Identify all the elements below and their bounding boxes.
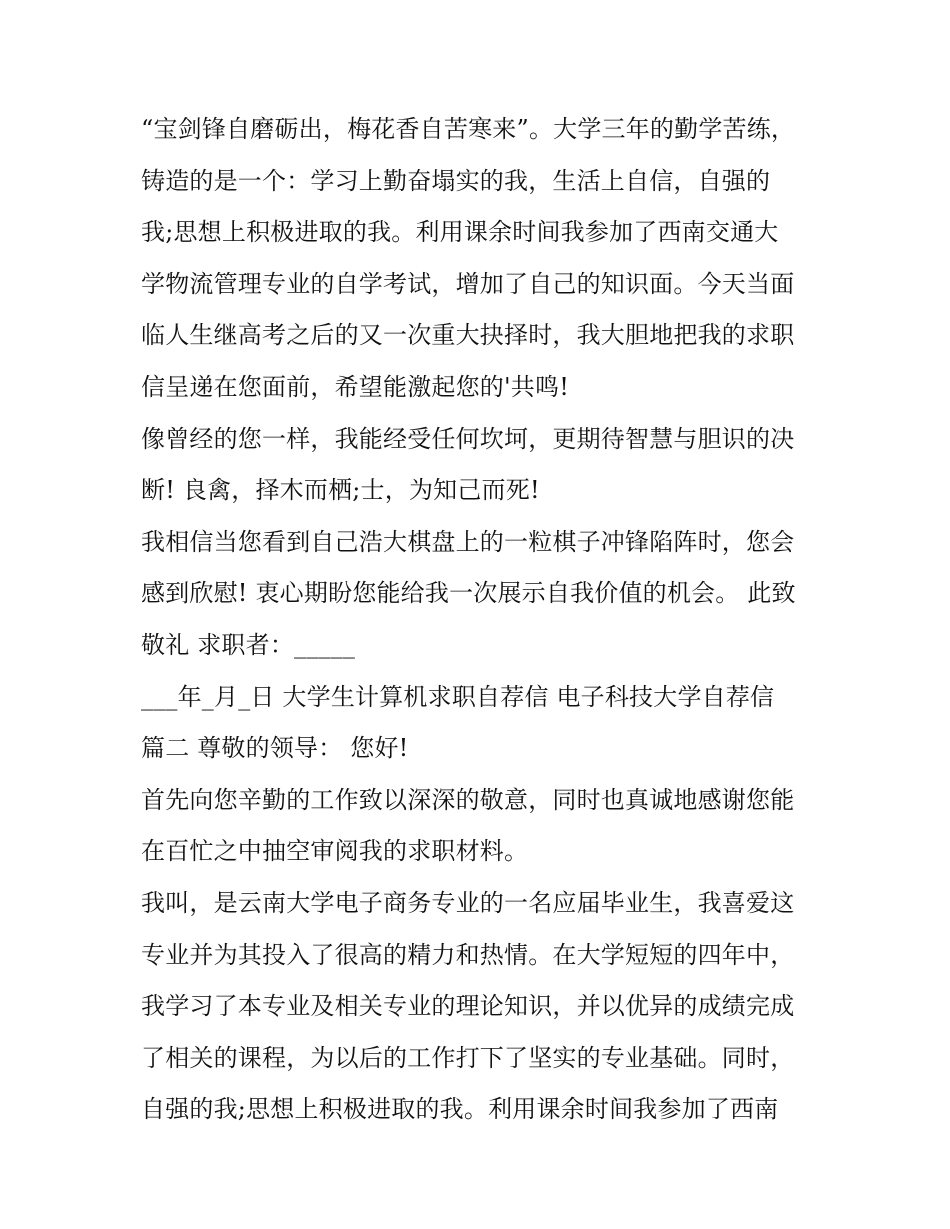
text-line: 信呈递在您面前，希望能激起您的'共鸣! bbox=[141, 372, 570, 401]
text-line: ___年_月_日 大学生计算机求职自荐信 电子科技大学自荐信 bbox=[141, 682, 775, 711]
text-line: 我叫，是云南大学电子商务专业的一名应届毕业生，我喜爱这 bbox=[141, 888, 795, 917]
text-line: 自强的我;思想上积极进取的我。利用课余时间我参加了西南 bbox=[141, 1095, 779, 1124]
text-line: 首先向您辛勤的工作致以深深的敬意，同时也真诚地感谢您能 bbox=[141, 785, 795, 814]
text-line: 断! 良禽，择木而栖;士，为知己而死! bbox=[141, 476, 540, 505]
text-line: 像曾经的您一样，我能经受任何坎坷，更期待智慧与胆识的决 bbox=[141, 424, 795, 453]
text-line: 敬礼 求职者：_____ bbox=[141, 630, 356, 659]
text-line: 在百忙之中抽空审阅我的求职材料。 bbox=[141, 837, 529, 866]
text-line: “宝剑锋自磨砺出，梅花香自苦寒来”。大学三年的勤学苦练， bbox=[141, 115, 796, 143]
text-line: 感到欣慰! 衷心期盼您能给我一次展示自我价值的机会。 此致 bbox=[141, 579, 796, 608]
text-line: 专业并为其投入了很高的精力和热情。在大学短短的四年中， bbox=[141, 940, 795, 969]
text-line: 篇二 尊敬的领导： 您好! bbox=[141, 734, 409, 763]
text-line: 学物流管理专业的自学考试，增加了自己的知识面。今天当面 bbox=[141, 269, 795, 298]
letter-body bbox=[141, 104, 831, 1136]
text-line: 铸造的是一个：学习上勤奋塌实的我，生活上自信，自强的 bbox=[141, 166, 771, 195]
text-line: 我相信当您看到自己浩大棋盘上的一粒棋子冲锋陷阵时，您会 bbox=[141, 527, 795, 556]
text-line: 临人生继高考之后的又一次重大抉择时，我大胆地把我的求职 bbox=[141, 321, 795, 350]
text-line: 了相关的课程，为以后的工作打下了坚实的专业基础。同时， bbox=[141, 1043, 795, 1072]
text-line: 我;思想上积极进取的我。利用课余时间我参加了西南交通大 bbox=[141, 218, 779, 247]
text-line: 我学习了本专业及相关专业的理论知识，并以优异的成绩完成 bbox=[141, 992, 795, 1021]
